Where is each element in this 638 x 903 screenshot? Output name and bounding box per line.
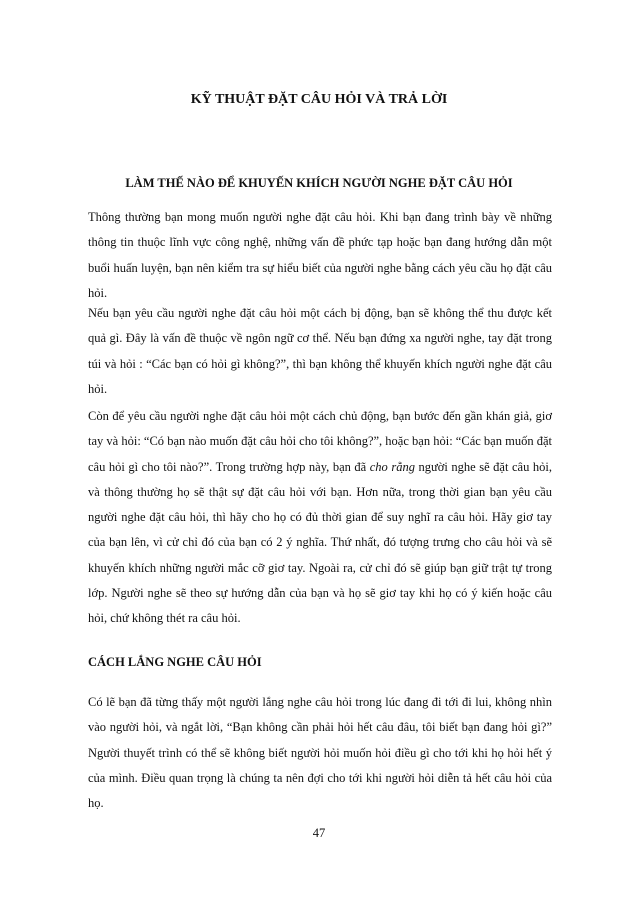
paragraph-active-text-1: Còn để yêu cầu người nghe đặt câu hỏi một cách chủ động, bạn bước đến gần khán giả, giơ tay và hỏi: “Có bạn nào muốn đặt câu hỏi cho tôi không?”, hoặc bạn hỏi: “Các bạn muốn đặt câu hỏi gì cho tôi nào?”. Trong trường hợp này, bạn đã [88, 409, 552, 474]
paragraph-active-emphasis: cho rằng [369, 459, 415, 474]
paragraph-active [88, 404, 552, 632]
section-heading-encourage-questions: LÀM THẾ NÀO ĐỂ KHUYẾN KHÍCH NGƯỜI NGHE ĐẶT CÂU HỎI [125, 176, 513, 190]
document-title: KỸ THUẬT ĐẶT CÂU HỎI VÀ TRẢ LỜI [190, 92, 448, 107]
paragraph-passive: Nếu bạn yêu cầu người nghe đặt câu hỏi một cách bị động, bạn sẽ không thể thu được kết quả gì. Đây là vấn đề thuộc về ngôn ngữ cơ thể. Nếu bạn đứng xa người nghe, tay đặt trong túi và hỏi : “Các bạn có hỏi gì không?”, thì bạn không thể khuyến khích người nghe đặt câu hỏi. [88, 306, 552, 396]
paragraph-intro: Thông thường bạn mong muốn người nghe đặt câu hỏi. Khi bạn đang trình bày về những thông tin thuộc lĩnh vực công nghệ, những vấn đề phức tạp hoặc bạn đang hướng dẫn một buổi huấn luyện, bạn nên kiểm tra sự hiểu biết của người nghe bằng cách yêu cầu họ đặt câu hỏi. [88, 210, 552, 300]
paragraph-listening: Có lẽ bạn đã từng thấy một người lắng nghe câu hỏi trong lúc đang đi tới đi lui, không nhìn vào người hỏi, và ngắt lời, “Bạn không cần phải hỏi hết câu đâu, tôi biết bạn đang hỏi gì?” Người thuyết trình có thể sẽ không biết người hỏi muốn hỏi điều gì cho tới khi họ hỏi hết ý của mình. Điều quan trọng là chúng ta nên đợi cho tới khi người hỏi diễn tả hết câu hỏi của họ. [88, 695, 552, 811]
page-number: 47 [312, 826, 326, 840]
paragraph-active-text-2: người nghe sẽ đặt câu hỏi, và thông thường họ sẽ thật sự đặt câu hỏi với bạn. Hơn nữa, trong thời gian bạn yêu cầu người nghe đặt câu hỏi, thì hãy cho họ có đủ thời gian để suy nghĩ ra câu hỏi. Hãy giơ tay của bạn lên, vì cử chỉ đó của bạn có 2 ý nghĩa. Thứ nhất, đó tượng trưng cho câu hỏi và sẽ khuyến khích những người mắc cỡ giơ tay. Ngoài ra, cử chỉ đó sẽ giúp bạn giữ trật tự trong lớp. Người nghe sẽ theo sự hướng dẫn của bạn và họ sẽ giơ tay khi họ có ý kiến hoặc câu hỏi, chứ không thét ra câu hỏi. [88, 459, 552, 626]
section-heading-listening: CÁCH LẮNG NGHE CÂU HỎI [88, 655, 262, 669]
